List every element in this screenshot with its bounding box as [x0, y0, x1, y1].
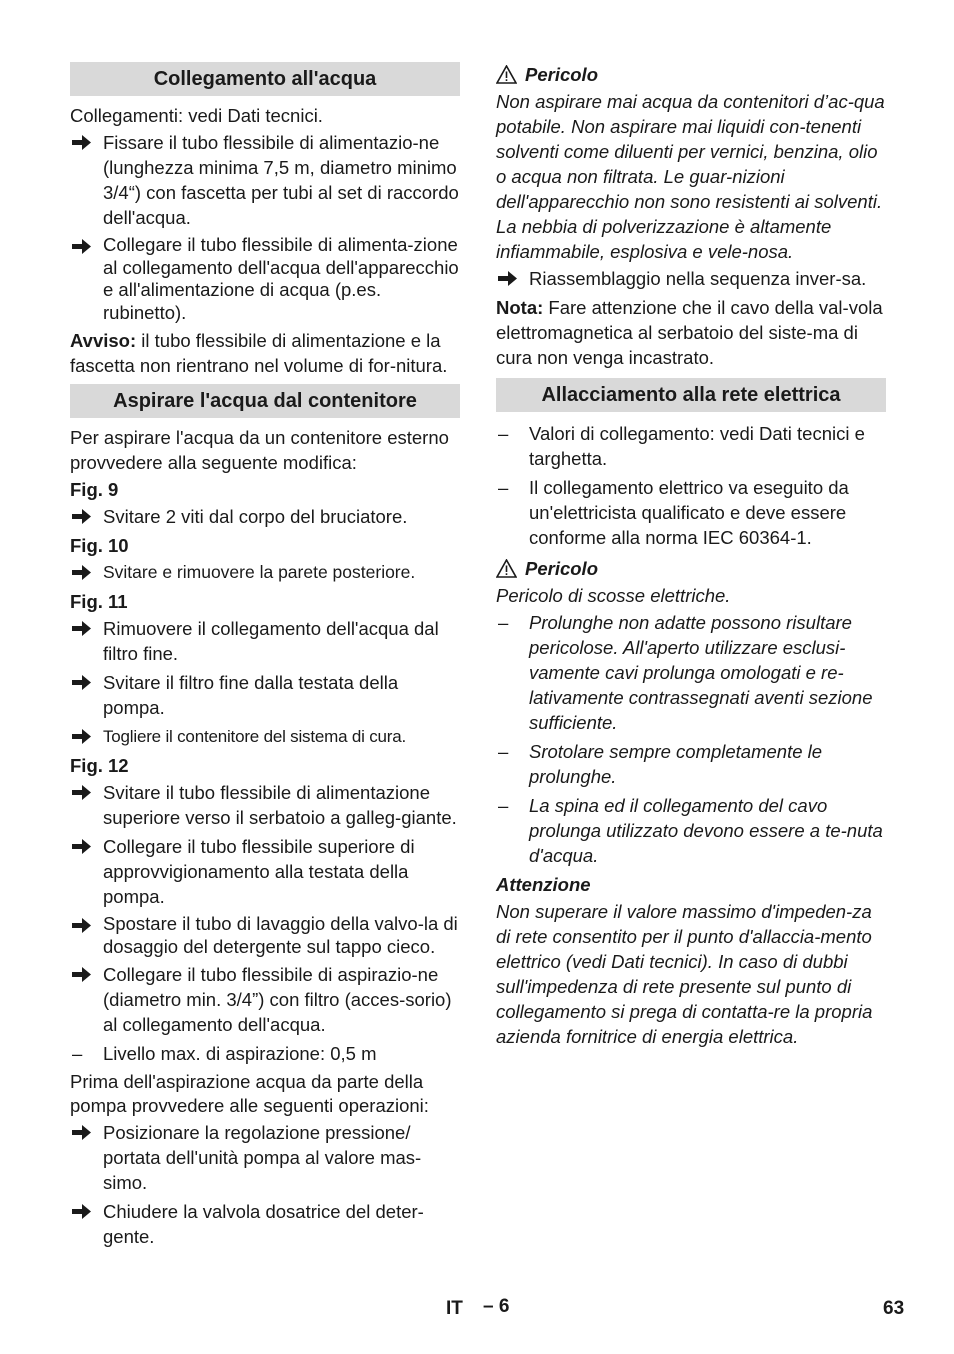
figure-label: Fig. 10 [70, 535, 129, 556]
list-item: Fissare il tubo flessibile di alimentazio-ne (lunghezza minima 7,5 m, diametro minimo 3/4“) con fascetta per tubi al set di raccordo dell'acqua. [70, 130, 460, 230]
paragraph: Collegamenti: vedi Dati tecnici. [70, 105, 323, 126]
arrow-right-icon [72, 962, 92, 987]
arrow-right-icon [72, 616, 92, 641]
list-item: Rimuovere il collegamento dell'acqua dal filtro fine. [70, 616, 460, 666]
arrow-right-icon [72, 130, 92, 155]
danger-text: Non aspirare mai acqua da contenitori d’ac-qua potabile. Non aspirare mai liquidi con-tenenti solventi come diluenti per vernici, benzina, olio o acqua non filtrata. Le guar-nizioni dell'apparecchio non sono resistenti ai solventi. La nebbia di polverizzazione è altamente infiammabile, esplosiva e vele-nosa. [496, 91, 885, 262]
right-column [496, 62, 886, 1051]
list-item: Collegare il tubo flessibile di aspirazio-ne (diametro min. 3/4”) con filtro (acces-sorio) al collegamento dell'acqua. [70, 962, 460, 1037]
list-item: Collegare il tubo flessibile superiore di approvvigionamento alla testata della pompa. [70, 834, 460, 909]
list-item: Riassemblaggio nella sequenza inver-sa. [496, 266, 886, 291]
figure-label: Fig. 9 [70, 479, 119, 500]
section-heading-water-connection: Collegamento all'acqua [70, 62, 460, 96]
dash-icon: – [498, 612, 509, 633]
note-paragraph: Nota: Fare attenzione che il cavo della val-vola elettromagnetica al serbatoio del siste-ma di cura non venga incastrato. [496, 297, 883, 368]
warning-triangle-icon [496, 65, 517, 84]
list-item: Chiudere la valvola dosatrice del deter-gente. [70, 1199, 460, 1249]
arrow-right-icon [72, 834, 92, 859]
arrow-right-icon [72, 1199, 92, 1224]
list-item: Posizionare la regolazione pressione/ portata dell'unità pompa al valore mas-simo. [70, 1120, 460, 1195]
dash-icon: – [498, 477, 509, 498]
section-heading-electrical: Allacciamento alla rete elettrica [496, 378, 886, 412]
caution-text: Non superare il valore massimo d'impeden-za di rete consentito per il punto d'allaccia-mento elettrico (vedi Dati tecnici). In caso di dubbi sull'impedenza di rete presente sul punto di collegamento si prega di contatta-re la propria azienda fornitrice di energia elettrica. [496, 901, 873, 1047]
arrow-right-icon [72, 913, 92, 938]
list-item: – Srotolare sempre completamente le prolunghe. [498, 741, 823, 787]
dash-icon: – [72, 1043, 83, 1064]
list-item: – Il collegamento elettrico va eseguito da un'elettricista qualificato e deve essere conforme alla norma IEC 60364-1. [498, 477, 849, 548]
list-item: – Valori di collegamento: vedi Dati tecnici e targhetta. [498, 423, 865, 469]
note-paragraph: Avviso: il tubo flessibile di alimentazione e la fascetta non rientrano nel volume di for-nitura. [70, 330, 448, 376]
arrow-right-icon [72, 504, 92, 529]
dash-icon: – [498, 795, 509, 816]
list-item: – La spina ed il collegamento del cavo prolunga utilizzato devono essere a te-nuta d'acqua. [498, 795, 883, 866]
arrow-right-icon [72, 1120, 92, 1145]
footer-page-number: 63 [883, 1298, 905, 1319]
dash-icon: – [498, 741, 509, 762]
arrow-right-icon [72, 724, 92, 749]
arrow-right-icon [72, 780, 92, 805]
list-item: – Prolunghe non adatte possono risultare pericolose. All'aperto utilizzare esclusi-vamente cavi prolunga omologati e re-lativamente contrassegnati aventi sezione sufficiente. [498, 612, 873, 733]
figure-label: Fig. 12 [70, 755, 129, 776]
danger-text: Pericolo di scosse elettriche. [496, 585, 731, 606]
warning-triangle-icon [496, 559, 517, 578]
section-heading-suction: Aspirare l'acqua dal contenitore [70, 384, 460, 418]
list-item: Togliere il contenitore del sistema di cura. [70, 724, 460, 749]
list-item: Collegare il tubo flessibile di alimenta-zione al collegamento dell'acqua dell'apparecchio e all'alimentazione di acqua (p.es. rubinetto). [70, 234, 460, 324]
left-column [70, 62, 460, 1253]
arrow-right-icon [72, 234, 92, 259]
arrow-right-icon [498, 266, 518, 291]
list-item: Spostare il tubo di lavaggio della valvo-la di dosaggio del detergente sul tappo cieco. [70, 913, 460, 958]
paragraph: Per aspirare l'acqua da un contenitore esterno provvedere alla seguente modifica: [70, 427, 449, 473]
list-item: Svitare e rimuovere la parete posteriore. [70, 560, 460, 585]
footer-language: IT [446, 1298, 463, 1319]
danger-heading: Pericolo [496, 62, 886, 87]
list-item: – Livello max. di aspirazione: 0,5 m [72, 1043, 377, 1064]
dash-icon: – [498, 423, 509, 444]
paragraph: Prima dell'aspirazione acqua da parte della pompa provvedere alle seguenti operazioni: [70, 1071, 429, 1116]
figure-label: Fig. 11 [70, 591, 128, 612]
list-item: Svitare il filtro fine dalla testata della pompa. [70, 670, 460, 720]
footer-section-page: – 6 [483, 1296, 510, 1317]
list-item: Svitare 2 viti dal corpo del bruciatore. [70, 504, 460, 529]
caution-heading: Attenzione [496, 874, 591, 895]
danger-heading: Pericolo [496, 556, 886, 581]
arrow-right-icon [72, 670, 92, 695]
list-item: Svitare il tubo flessibile di alimentazione superiore verso il serbatoio a galleg-giante. [70, 780, 460, 830]
arrow-right-icon [72, 560, 92, 585]
